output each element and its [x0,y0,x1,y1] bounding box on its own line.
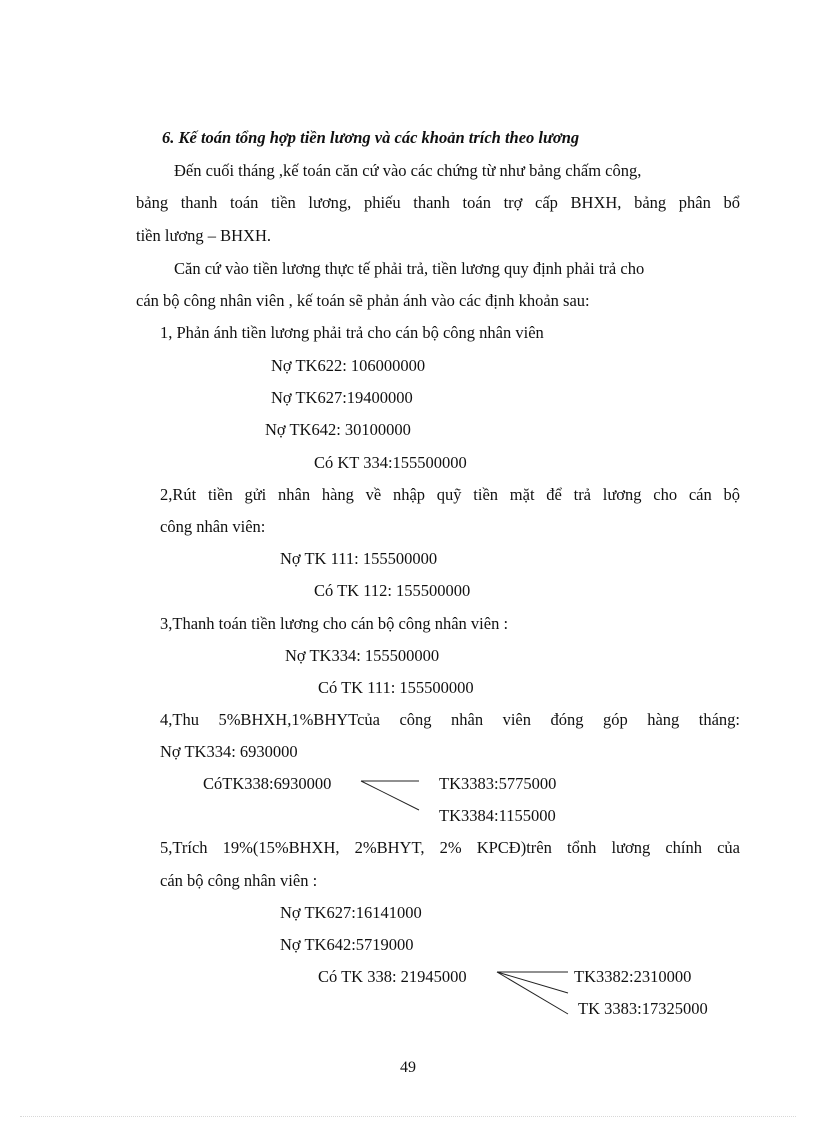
para1-line2: bảng thanh toán tiền lương, phiếu thanh toán trợ cấp BHXH, bảng phân bổ [136,193,740,212]
entry5-debit1: Nợ TK627:16141000 [280,903,422,922]
entry1-debit1: Nợ TK622: 106000000 [271,356,426,375]
entry4-credit: CóTK338:6930000 [203,774,332,793]
entry1-credit: Có KT 334:155500000 [314,453,467,472]
entry2-credit: Có TK 112: 155500000 [314,581,471,600]
entry5-debit2: Nợ TK642:5719000 [280,935,414,954]
entry2-title1: 2,Rút tiền gửi nhân hàng về nhập quỹ tiền mặt để trả lương cho cán bộ [160,485,740,504]
entry5-connector-mid [497,972,568,993]
entry4-title: 4,Thu 5%BHXH,1%BHYTcủa công nhân viên đóng góp hàng tháng: [160,710,740,729]
entry5-title2: cán bộ công nhân viên : [160,871,318,890]
entry1-title: 1, Phản ánh tiền lương phải trả cho cán bộ công nhân viên [160,323,544,342]
entry3-credit: Có TK 111: 155500000 [318,678,474,697]
entry4-sub1: TK3383:5775000 [439,774,557,793]
section-heading: 6. Kế toán tổng hợp tiền lương và các khoản trích theo lương [162,128,580,147]
entry2-debit: Nợ TK 111: 155500000 [280,549,438,568]
entry5-sub2: TK 3383:17325000 [578,999,708,1018]
para1-line3: tiền lương – BHXH. [136,226,271,245]
entry5-connector-bottom [497,972,568,1014]
entry1-debit3: Nợ TK642: 30100000 [265,420,411,439]
para2-line2: cán bộ công nhân viên , kế toán sẽ phản ánh vào các định khoản sau: [136,291,590,310]
entry4-debit: Nợ TK334: 6930000 [160,742,298,761]
entry4-connector-bottom [361,781,419,810]
page-number: 49 [400,1059,416,1076]
entry3-debit: Nợ TK334: 155500000 [285,646,440,665]
entry1-debit2: Nợ TK627:19400000 [271,388,413,407]
entry4-sub2: TK3384:1155000 [439,806,556,825]
footer-divider [20,1116,796,1117]
para1-line1: Đến cuối tháng ,kế toán căn cứ vào các chứng từ như bảng chấm công, [174,161,642,180]
entry5-title1: 5,Trích 19%(15%BHXH, 2%BHYT, 2% KPCĐ)trên tổnh lương chính của [160,838,740,857]
entry5-credit: Có TK 338: 21945000 [318,967,467,986]
entry2-title2: công nhân viên: [160,517,266,536]
entry3-title: 3,Thanh toán tiền lương cho cán bộ công nhân viên : [160,614,509,633]
entry5-sub1: TK3382:2310000 [574,967,692,986]
para2-line1: Căn cứ vào tiền lương thực tế phải trả, tiền lương quy định phải trả cho [174,259,645,278]
